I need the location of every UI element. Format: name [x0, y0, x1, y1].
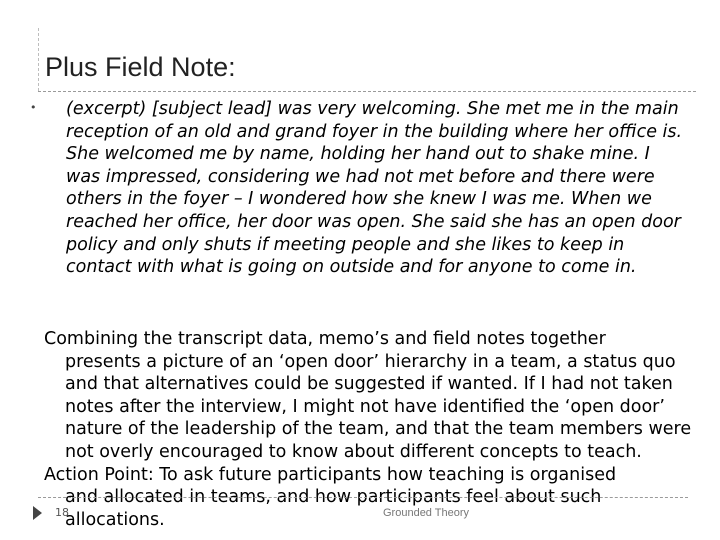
summary-first-line: Combining the transcript data, memo’s and field notes together: [44, 329, 606, 349]
right-triangle-icon[interactable]: [33, 506, 42, 520]
excerpt-bullet-item: [28, 98, 688, 279]
footer-label: Grounded Theory: [383, 507, 470, 519]
slide-title: Plus Field Note:: [45, 52, 236, 82]
action-point-first-line: Action Point: To ask future participants how teaching is organised: [44, 464, 617, 485]
bullet-icon: •: [30, 101, 37, 114]
field-note-excerpt: (excerpt) [subject lead] was very welcoming. She met me in the main reception of an old and grand foyer in the building where her office is. She welcomed me by name, holding her hand out to shake mine. I was impressed, considering we had not met before and there were others in the foyer – I wondered how she knew I was me. When we reached her office, her door was open. She said she has an open door policy and only shuts if meeting people and she likes to keep in contact with what is going on outside and for anyone to come in.: [66, 99, 683, 278]
summary-paragraph: [44, 328, 694, 531]
page-number: 18: [55, 506, 69, 519]
footer-divider: [38, 497, 688, 498]
summary-continuation: presents a picture of an ‘open door’ hierarchy in a team, a status quo and that alternatives could be suggested if wanted. If I had not taken notes after the interview, I might not have identified the ‘open door’ nature of the leadership of the team, and that the team members were not overly encouraged to know about different concepts to teach.: [65, 351, 692, 462]
action-point-continuation: and allocated in teams, and how participants feel about such allocations.: [65, 487, 602, 530]
title-divider: [38, 91, 696, 92]
left-decorative-rule: [38, 28, 39, 91]
